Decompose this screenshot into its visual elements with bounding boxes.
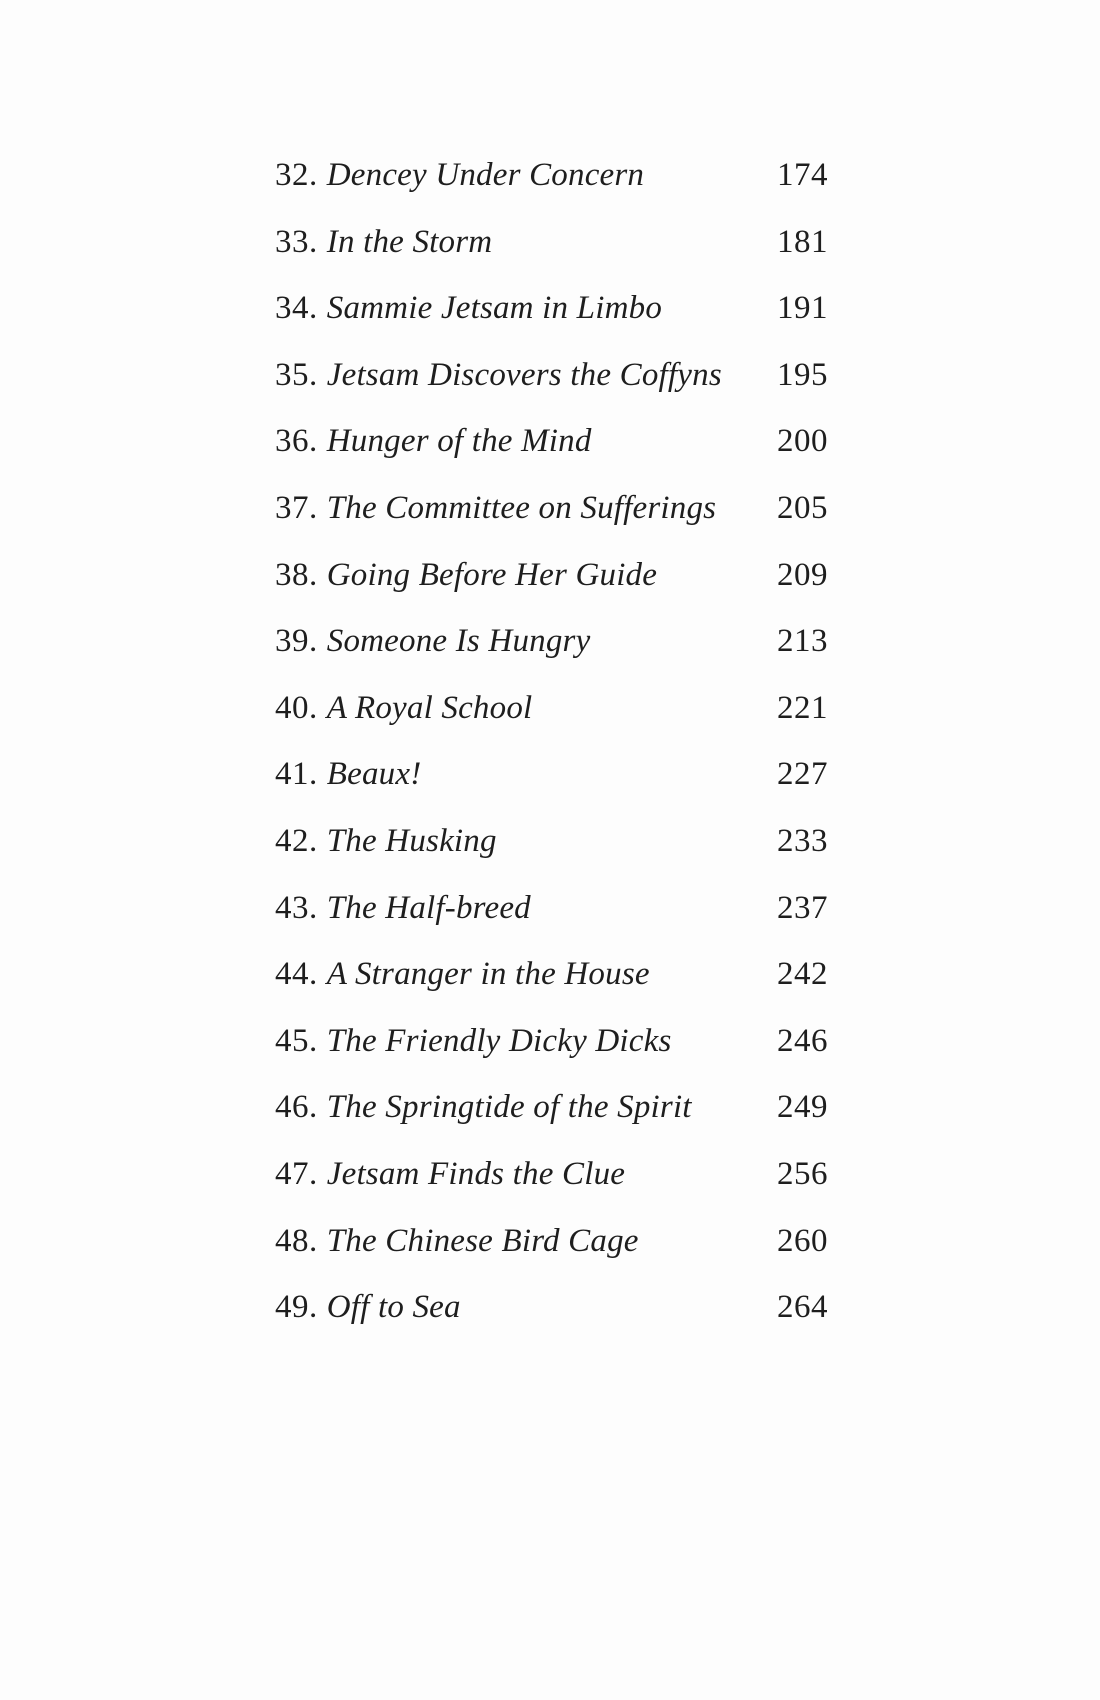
chapter-number: 33. — [275, 223, 318, 260]
toc-entry-left — [275, 1274, 461, 1341]
chapter-title: The Friendly Dicky Dicks — [326, 1022, 672, 1059]
chapter-title: The Chinese Bird Cage — [326, 1222, 639, 1259]
chapter-page-number: 227 — [777, 756, 828, 793]
toc-entry-left — [275, 142, 644, 209]
chapter-page-number: 237 — [777, 889, 828, 926]
chapter-page-number: 233 — [777, 822, 828, 859]
chapter-number: 43. — [275, 889, 318, 926]
chapter-number: 39. — [275, 623, 318, 660]
chapter-number: 36. — [275, 423, 318, 460]
chapter-title: Someone Is Hungry — [326, 623, 591, 660]
toc-entry-left — [275, 741, 421, 808]
chapter-number: 46. — [275, 1089, 318, 1126]
chapter-page-number: 209 — [777, 556, 828, 593]
chapter-number: 34. — [275, 290, 318, 327]
toc-entry-left — [275, 475, 716, 542]
chapter-title: Hunger of the Mind — [326, 423, 592, 460]
chapter-page-number: 242 — [777, 956, 828, 993]
chapter-title: Sammie Jetsam in Limbo — [326, 290, 663, 327]
chapter-title: In the Storm — [326, 223, 493, 260]
toc-entry-left — [275, 275, 662, 342]
toc-entry — [275, 808, 828, 875]
chapter-page-number: 205 — [777, 489, 828, 526]
chapter-title: The Husking — [326, 822, 497, 859]
chapter-title: The Half-breed — [326, 889, 531, 926]
chapter-title: A Royal School — [326, 689, 533, 726]
chapter-page-number: 200 — [777, 423, 828, 460]
chapter-number: 45. — [275, 1022, 318, 1059]
chapter-number: 37. — [275, 489, 318, 526]
chapter-number: 49. — [275, 1289, 318, 1326]
chapter-title: Off to Sea — [326, 1289, 461, 1326]
toc-entry-left — [275, 1208, 639, 1275]
chapter-number: 32. — [275, 157, 318, 193]
toc-entry-left — [275, 608, 590, 675]
chapter-page-number: 213 — [777, 623, 828, 660]
chapter-page-number: 256 — [777, 1155, 828, 1192]
toc-entry — [275, 741, 828, 808]
toc-entry — [275, 1208, 828, 1275]
toc-entry-left — [275, 941, 650, 1008]
chapter-page-number: 181 — [777, 223, 828, 260]
chapter-page-number: 246 — [777, 1022, 828, 1059]
toc-entry-left — [275, 408, 592, 475]
toc-entry — [275, 875, 828, 942]
chapter-number: 40. — [275, 689, 318, 726]
toc-entry — [275, 542, 828, 609]
toc-entry-left — [275, 1008, 672, 1075]
chapter-title: The Committee on Sufferings — [326, 489, 717, 526]
chapter-number: 35. — [275, 356, 318, 393]
chapter-page-number: 191 — [777, 290, 828, 327]
chapter-title: The Springtide of the Spirit — [326, 1089, 692, 1126]
toc-entry-left — [275, 1141, 625, 1208]
toc-entry — [275, 408, 828, 475]
chapter-title: Dencey Under Concern — [326, 157, 645, 193]
toc-entry-left — [275, 875, 531, 942]
chapter-title: Jetsam Discovers the Coffyns — [326, 356, 722, 393]
chapter-number: 48. — [275, 1222, 318, 1259]
toc-entry-left — [275, 209, 492, 276]
chapter-title: Beaux! — [326, 756, 422, 793]
toc-entry — [275, 342, 828, 409]
chapter-number: 38. — [275, 556, 318, 593]
toc-entry-left — [275, 1074, 692, 1141]
toc-entry — [275, 142, 828, 209]
toc-entry — [275, 1074, 828, 1141]
chapter-page-number: 249 — [777, 1089, 828, 1126]
toc-list — [275, 142, 828, 1341]
toc-entry — [275, 275, 828, 342]
toc-entry — [275, 1141, 828, 1208]
toc-entry-left — [275, 675, 532, 742]
toc-entry — [275, 1274, 828, 1341]
chapter-page-number: 195 — [777, 356, 828, 393]
toc-entry-left — [275, 342, 722, 409]
chapter-number: 44. — [275, 956, 318, 993]
chapter-page-number: 260 — [777, 1222, 828, 1259]
chapter-title: Going Before Her Guide — [326, 556, 658, 593]
chapter-title: A Stranger in the House — [326, 956, 650, 993]
toc-entry-left — [275, 542, 657, 609]
toc-entry — [275, 675, 828, 742]
toc-entry — [275, 608, 828, 675]
chapter-number: 42. — [275, 822, 318, 859]
toc-entry — [275, 1008, 828, 1075]
toc-entry — [275, 475, 828, 542]
toc-entry — [275, 941, 828, 1008]
toc-entry-left — [275, 808, 497, 875]
chapter-number: 41. — [275, 756, 318, 793]
chapter-title: Jetsam Finds the Clue — [326, 1155, 626, 1192]
chapter-page-number: 264 — [777, 1289, 828, 1326]
chapter-page-number: 174 — [777, 157, 828, 193]
chapter-number: 47. — [275, 1155, 318, 1192]
chapter-page-number: 221 — [777, 689, 828, 726]
toc-entry — [275, 209, 828, 276]
